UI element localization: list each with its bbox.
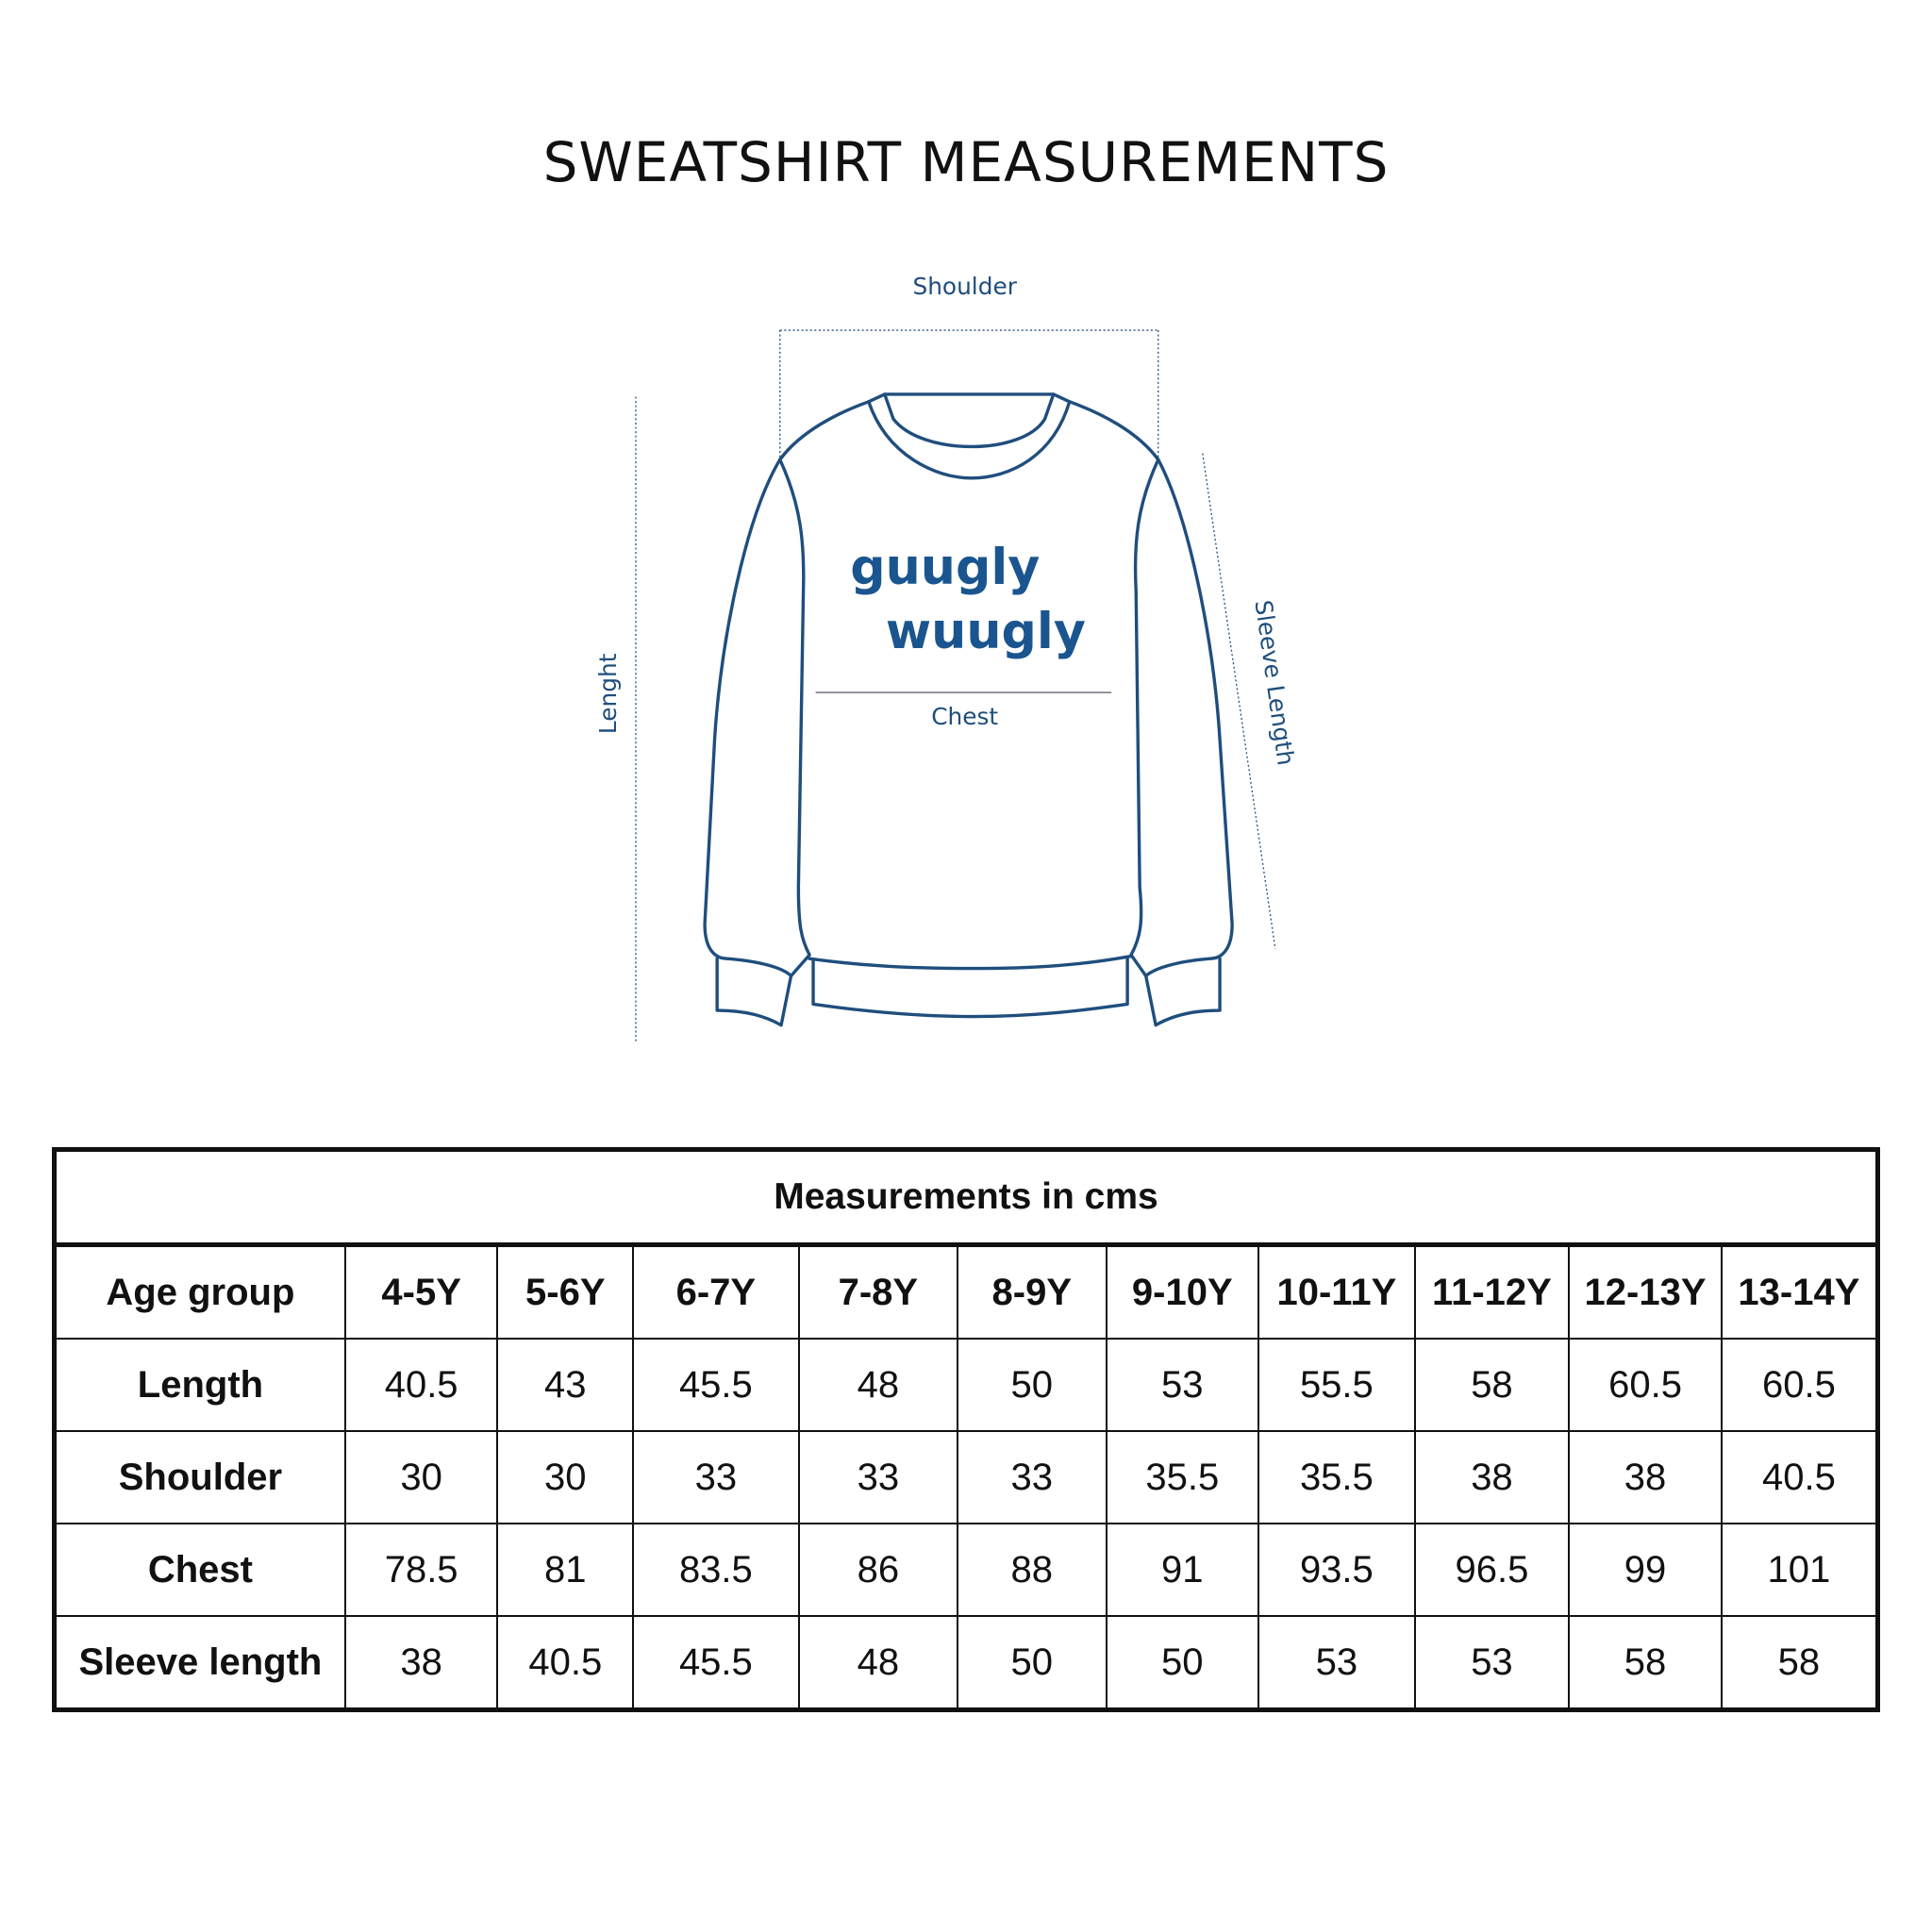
- table-cell: 53: [1107, 1339, 1259, 1431]
- brand-logo-line1: guugly: [850, 540, 1041, 597]
- header-cell: 4-5Y: [345, 1245, 498, 1340]
- length-label: Lenght: [594, 653, 623, 735]
- brand-logo-line2: wuugly: [885, 604, 1086, 661]
- row-label: Shoulder: [55, 1431, 345, 1524]
- table-cell: 53: [1415, 1616, 1570, 1710]
- table-cell: 58: [1722, 1616, 1878, 1710]
- table-cell: 40.5: [1722, 1431, 1878, 1524]
- measurements-table: [52, 1147, 1880, 1712]
- table-cell: 40.5: [497, 1616, 633, 1710]
- table-cell: 96.5: [1415, 1524, 1570, 1616]
- row-label: Length: [55, 1339, 345, 1431]
- table-row: [55, 1431, 1878, 1524]
- header-cell: 6-7Y: [633, 1245, 799, 1340]
- table-cell: 91: [1107, 1524, 1259, 1616]
- table-row: [55, 1524, 1878, 1616]
- table-cell: 33: [799, 1431, 958, 1524]
- table-cell: 40.5: [345, 1339, 498, 1431]
- table-cell: 50: [1107, 1616, 1259, 1710]
- table-cell: 55.5: [1258, 1339, 1415, 1431]
- table-cell: 38: [1569, 1431, 1722, 1524]
- table-caption: Measurements in cms: [55, 1150, 1878, 1245]
- header-cell: 10-11Y: [1258, 1245, 1415, 1340]
- table-row: [55, 1339, 1878, 1431]
- row-label: Sleeve length: [55, 1616, 345, 1710]
- table-cell: 48: [799, 1339, 958, 1431]
- row-label: Chest: [55, 1524, 345, 1616]
- table-cell: 53: [1258, 1616, 1415, 1710]
- table-cell: 83.5: [633, 1524, 799, 1616]
- header-cell: 5-6Y: [497, 1245, 633, 1340]
- table-cell: 50: [958, 1339, 1106, 1431]
- table-cell: 78.5: [345, 1524, 498, 1616]
- chest-label: Chest: [931, 703, 999, 730]
- table-cell: 38: [1415, 1431, 1570, 1524]
- table-cell: 99: [1569, 1524, 1722, 1616]
- page-title: SWEATSHIRT MEASUREMENTS: [542, 130, 1390, 194]
- sleeve-length-label: Sleeve Length: [1249, 598, 1300, 768]
- table-cell: 33: [633, 1431, 799, 1524]
- table-cell: 50: [958, 1616, 1106, 1710]
- header-cell: Age group: [55, 1245, 345, 1340]
- header-cell: 9-10Y: [1107, 1245, 1259, 1340]
- table-cell: 48: [799, 1616, 958, 1710]
- table-cell: 45.5: [633, 1616, 799, 1710]
- table-row: [55, 1616, 1878, 1710]
- header-cell: 13-14Y: [1722, 1245, 1878, 1340]
- measurement-guides: [636, 330, 1275, 1041]
- table-cell: 60.5: [1569, 1339, 1722, 1431]
- table-cell: 58: [1569, 1616, 1722, 1710]
- header-cell: 12-13Y: [1569, 1245, 1722, 1340]
- table-cell: 88: [958, 1524, 1106, 1616]
- table-cell: 60.5: [1722, 1339, 1878, 1431]
- table-cell: 58: [1415, 1339, 1570, 1431]
- table-header-row: [55, 1245, 1878, 1340]
- table-cell: 45.5: [633, 1339, 799, 1431]
- table-cell: 30: [345, 1431, 498, 1524]
- table-cell: 35.5: [1258, 1431, 1415, 1524]
- table-cell: 101: [1722, 1524, 1878, 1616]
- table-cell: 81: [497, 1524, 633, 1616]
- table-cell: 93.5: [1258, 1524, 1415, 1616]
- header-cell: 8-9Y: [958, 1245, 1106, 1340]
- table-cell: 86: [799, 1524, 958, 1616]
- header-cell: 7-8Y: [799, 1245, 958, 1340]
- header-cell: 11-12Y: [1415, 1245, 1570, 1340]
- table-cell: 30: [497, 1431, 633, 1524]
- table-cell: 35.5: [1107, 1431, 1259, 1524]
- table-cell: 43: [497, 1339, 633, 1431]
- table-cell: 33: [958, 1431, 1106, 1524]
- shoulder-label: Shoulder: [912, 273, 1017, 301]
- table-cell: 38: [345, 1616, 498, 1710]
